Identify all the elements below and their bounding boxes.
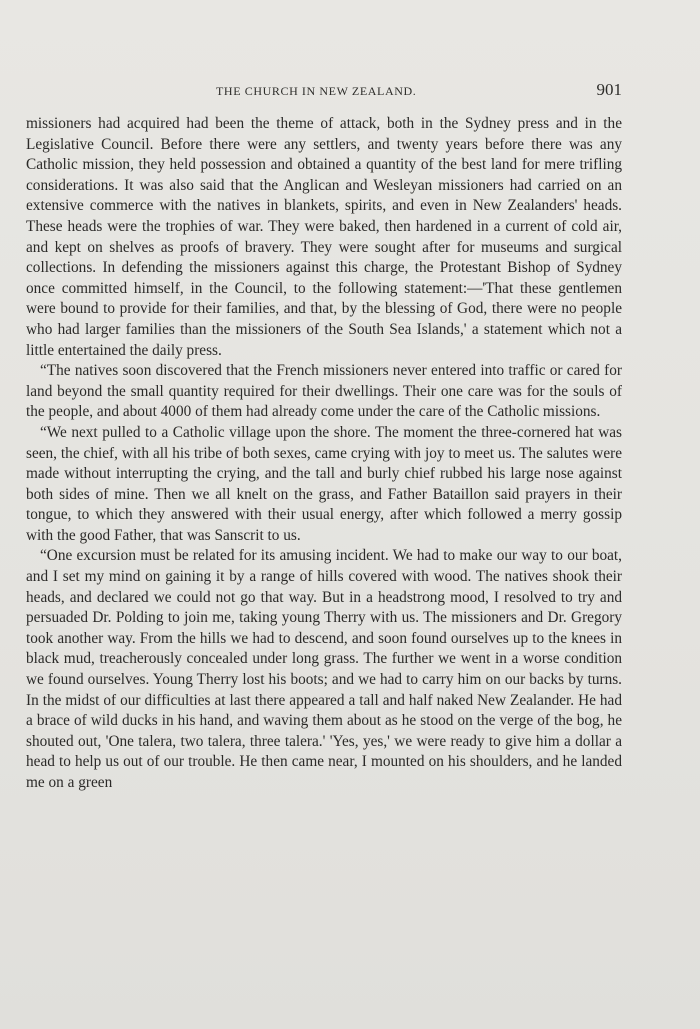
running-title: THE CHURCH IN NEW ZEALAND.: [216, 84, 417, 98]
page-number: 901: [596, 80, 622, 99]
page-header: [26, 80, 622, 102]
paragraph-4: “One excursion must be related for its amusing incident. We had to make our way to our boat, and I set my mind on gaining it by a range of hills covered with wood. The natives shook their heads, and declared we could not go that way. But in a headstrong mood, I resolved to try and persuaded Dr. Polding to join me, taking young Therry with us. The missioners and Dr. Gregory took another way. From the hills we had to descend, and soon found ourselves up to the knees in black mud, treacherously concealed under long grass. The further we went in a worse condition we found ourselves. Young Therry lost his boots; and we had to carry him on our backs by turns. In the midst of our difficulties at last there appeared a tall and half naked New Zealander. He had a brace of wild ducks in his hand, and waving them about as he stood on the verge of the bog, he shouted out, 'One talera, two talera, three talera.' 'Yes, yes,' we were ready to give him a dollar a head to help us out of our trouble. He then came near, I mounted on his shoulders, and he landed me on a green: [26, 547, 622, 791]
paragraph-2: “The natives soon discovered that the French missioners never entered into traffic or cared for land beyond the small quantity required for their dwellings. Their one care was for the souls of the people, and about 4000 of them had already come under the care of the Catholic missions.: [26, 362, 622, 421]
page-body: [26, 114, 622, 794]
paragraph-3: “We next pulled to a Catholic village upon the shore. The moment the three-cornered hat was seen, the chief, with all his tribe of both sexes, came crying with joy to meet us. The salutes were made without interrupting the crying, and the tall and burly chief rubbed his large nose against both sides of mine. Then we all knelt on the grass, and Father Bataillon said prayers in their tongue, to which they answered with their usual energy, after which followed a merry gossip with the good Father, that was Sanscrit to us.: [26, 423, 622, 544]
paragraph-1: missioners had acquired had been the theme of attack, both in the Sydney press and in the Legislative Council. Before there were any settlers, and twenty years before there was any Catholic mission, they held possession and obtained a quantity of the best land for mere trifling considerations. It was also said that the Anglican and Wesleyan missioners had carried on an extensive commerce with the natives in blankets, spirits, and even in New Zealanders' heads. These heads were the trophies of war. They were baked, then hardened in a current of cold air, and kept on shelves as proofs of bravery. They were sought after for museums and surgical collections. In defending the missioners against this charge, the Protestant Bishop of Sydney once committed himself, in the Council, to the following statement:—'That these gentlemen were bound to provide for their families, and that, by the blessing of God, there were no people who had larger families than the missioners of the South Sea Islands,' a statement which not a little entertained the daily press.: [26, 115, 622, 359]
